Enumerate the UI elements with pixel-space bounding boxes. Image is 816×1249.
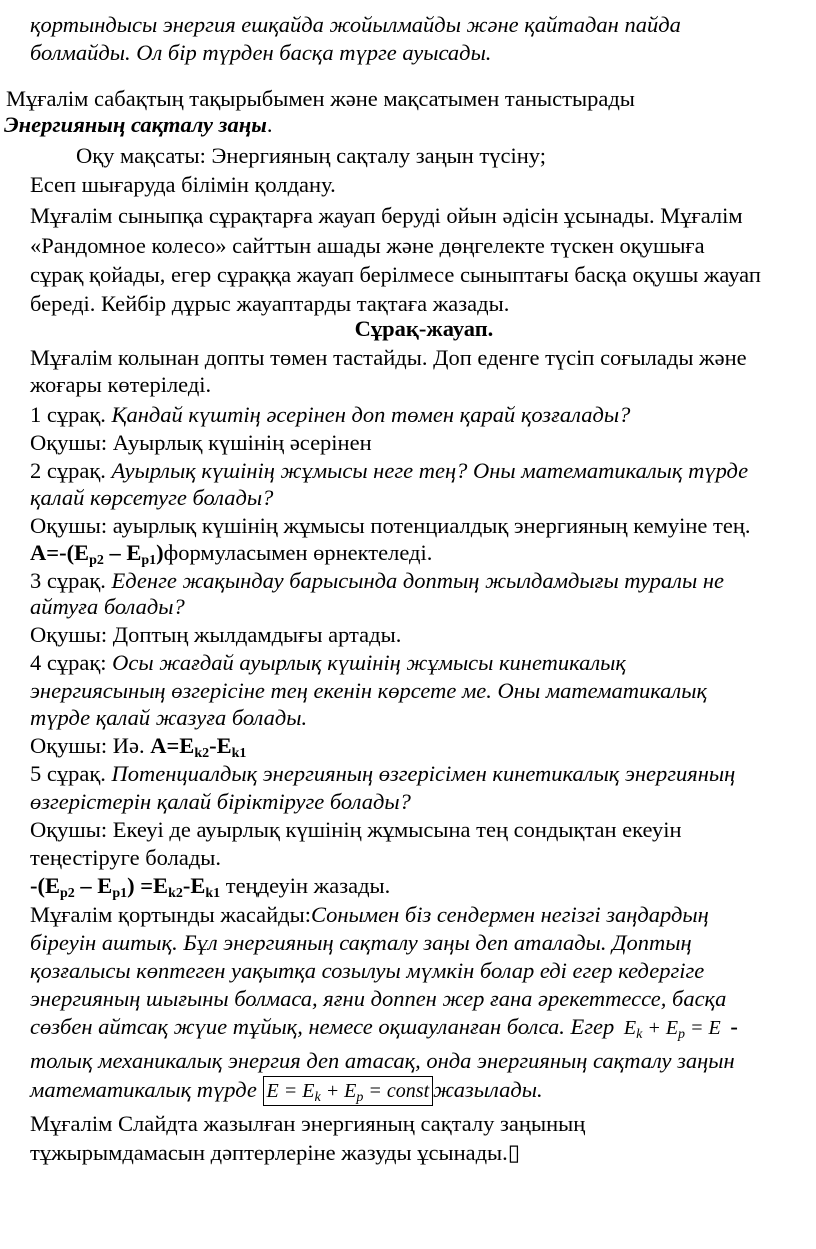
- conclusion-line-3: қозғалысы көптеген уақытқа созылуы мүмкін болар еді егер кедергіге: [30, 958, 705, 983]
- answer-2-formula: $A=-(E_{p2}$ – $E_{p1})формуласымен$ өрнектеледі.: [30, 540, 433, 568]
- question-5-cont: өзгерістерін қалай біріктіруге болады?: [30, 789, 411, 814]
- conclusion-line-2: біреуін аштық. Бұл энергияның сақталу заңы деп аталады. Доптың: [30, 930, 692, 955]
- answer-5-line-1: Оқушы: Екеуі де ауырлық күшінің жұмысына тең сондықтан екеуін: [30, 817, 682, 842]
- question-2-cont: қалай көрсетуге болады?: [30, 485, 274, 510]
- question-3-cont: айтуға болады?: [30, 594, 185, 619]
- demo-line-1: Мұғалім колынан допты төмен тастайды. Доп еденге түсіп соғылады және: [30, 345, 747, 370]
- end-mark-icon: ▯: [507, 1140, 521, 1165]
- question-3: 3 сұрақ. Еденге жақындау барысында доптың жылдамдығы туралы не: [30, 568, 725, 593]
- answer-2: Оқушы: ауырлық күшінің жұмысы потенциалдық энергияның кемуіне тең.: [30, 513, 751, 538]
- goals-line-1: Оқу мақсаты: Энергияның сақталу заңын түсіну;: [76, 143, 546, 168]
- energy-sum-formula: $E_k + E_p = E$: [623, 1017, 721, 1042]
- conclusion-line-1: Мұғалім қортынды жасайды:Сонымен біз сендермен негізгі заңдардың: [30, 902, 709, 927]
- game-line-3: сұрақ қойады, егер сұраққа жауап берілмесе сыныптағы басқа оқушы жауап: [30, 262, 761, 287]
- answer-4: Оқушы: Иә. $A=E_{k2}-E_{k1}$: [30, 733, 247, 761]
- answer-1: Оқушы: Ауырлық күшінің әсерінен: [30, 430, 372, 455]
- game-line-4: береді. Кейбір дұрыс жауаптарды тақтаға жазады.: [30, 291, 510, 316]
- topic-title-line: Энергияның сақталу заңы.: [4, 112, 273, 137]
- question-4: 4 сұрақ: Осы жағдай ауырлық күшінің жұмысы кинетикалық: [30, 650, 626, 675]
- intro-line-1: қортындысы энергия ешқайда жойылмайды және қайтадан пайда: [30, 12, 681, 37]
- conclusion-line-7: математикалық түрде $E = E_k + E_p$ = const жазылады.: [30, 1077, 543, 1105]
- qa-heading: Сұрақ-жауап.: [354, 316, 494, 341]
- conservation-law-formula-box: $E = E_k + E_p$ = const: [263, 1076, 434, 1106]
- question-1: 1 сұрақ. Қандай күштің әсерінен доп төмен қарай қозғалады?: [30, 402, 631, 427]
- question-4-cont-2: түрде қалай жазуға болады.: [30, 705, 308, 730]
- answer-5-formula: $-(E_{p2} - E_{p1}) =E_{k2}-E_{k1}$ теңдеуін жазады.: [30, 873, 391, 901]
- conclusion-line-4: энергияның шығыны болмаса, яғни доппен жер ғана әрекеттессе, басқа: [30, 986, 727, 1011]
- answer-3: Оқушы: Доптың жылдамдығы артады.: [30, 622, 402, 647]
- conclusion-line-5: сөзбен айтсақ жүие тұйық, немесе оқшауланған болса. Егер $E_k + E_p = E$ -: [30, 1014, 738, 1042]
- question-5: 5 сұрақ. Потенциалдық энергияның өзгерісімен кинетикалық энергияның: [30, 761, 736, 786]
- topic-title: Энергияның сақталу заңы: [4, 112, 267, 137]
- question-4-cont-1: энергиясының өзгерісіне тең екенін көрсете ме. Оны математикалық: [30, 678, 707, 703]
- game-line-2: «Рандомное колесо» сайттын ашады және дөңгелекте түскен оқушыға: [30, 233, 705, 258]
- answer-5-line-2: теңестіруге болады.: [30, 845, 222, 870]
- intro-line-2: болмайды. Ол бір түрден басқа түрге ауысады.: [30, 40, 492, 65]
- final-line-2: тұжырымдамасын дәптерлеріне жазуды ұсынады.▯: [30, 1140, 521, 1165]
- game-line-1: Мұғалім сыныпқа сұрақтарға жауап беруді ойын әдісін ұсынады. Мұғалім: [30, 203, 743, 228]
- question-2: 2 сұрақ. Ауырлық күшінің жұмысы неге тең? Оны математикалық түрде: [30, 458, 749, 483]
- conclusion-line-6: толық механикалық энергия деп атасақ, онда энергияның сақталу заңын: [30, 1048, 735, 1073]
- demo-line-2: жоғары көтеріледі.: [30, 372, 212, 397]
- goals-line-2: Есеп шығаруда білімін қолдану.: [30, 172, 336, 197]
- final-line-1: Мұғалім Слайдта жазылған энергияның сақталу заңының: [30, 1111, 586, 1136]
- topic-intro: Мұғалім сабақтың тақырыбымен және мақсатымен таныстырады: [6, 86, 635, 111]
